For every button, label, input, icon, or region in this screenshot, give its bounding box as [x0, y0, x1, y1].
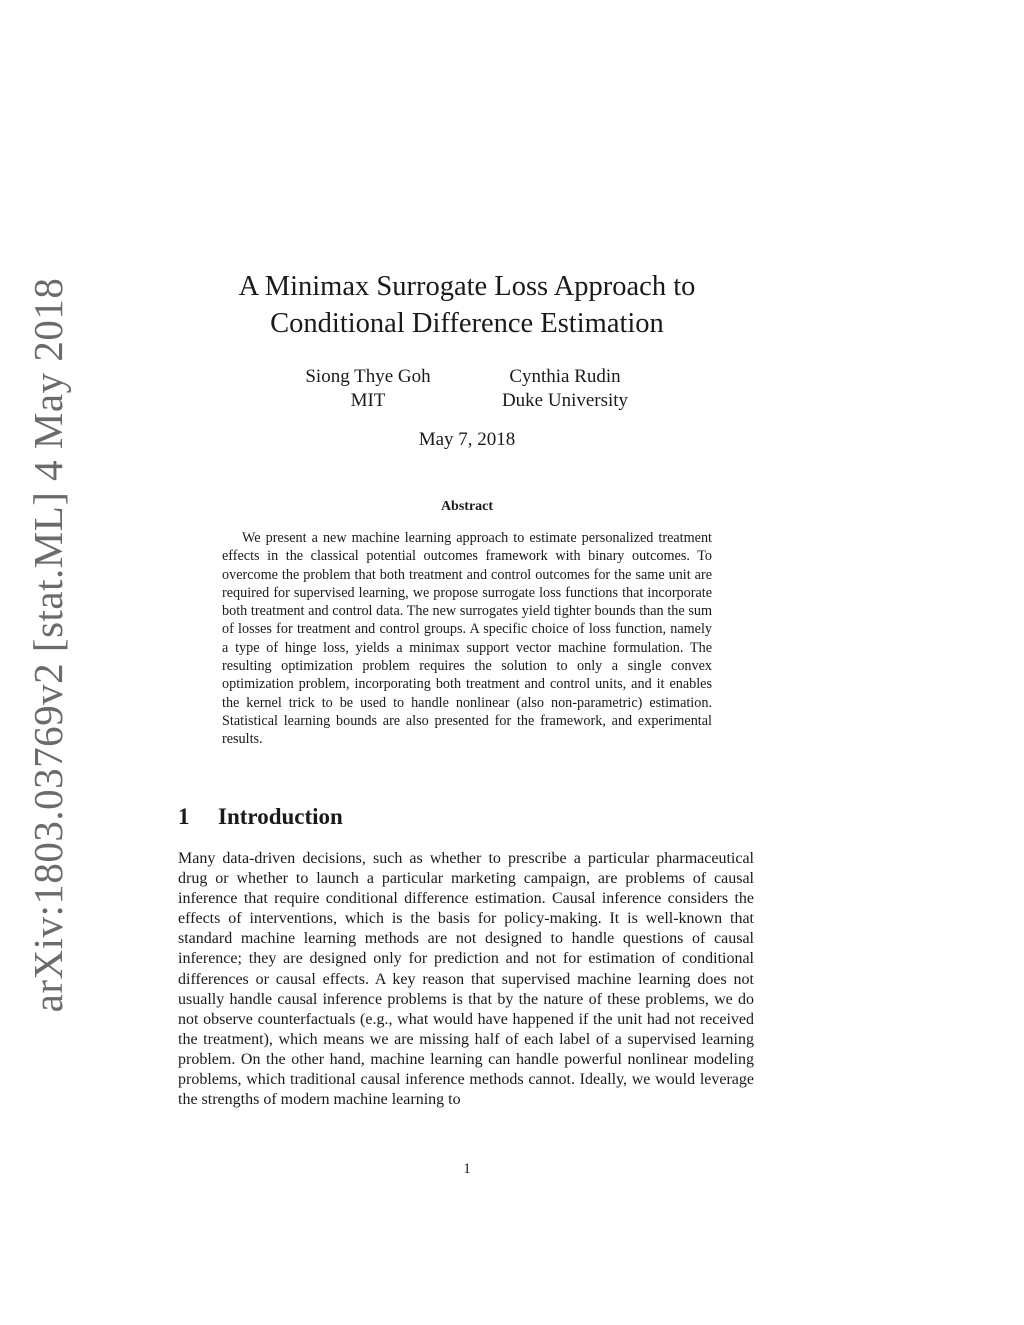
- author-block-1: [268, 365, 468, 413]
- author-affiliation: MIT: [350, 390, 386, 411]
- section-title: Introduction: [218, 804, 343, 829]
- page-number: 1: [463, 1161, 471, 1177]
- author-name: Cynthia Rudin: [509, 366, 621, 387]
- author-affiliation: Duke University: [501, 390, 629, 411]
- author-name: Siong Thye Goh: [305, 366, 431, 387]
- paper-date: May 7, 2018: [418, 429, 516, 450]
- abstract-heading: Abstract: [440, 499, 494, 514]
- author-block-2: [465, 365, 665, 413]
- paper-title: [180, 268, 754, 342]
- title-line-1: A Minimax Surrogate Loss Approach to: [238, 271, 696, 302]
- section-number: 1: [178, 804, 190, 829]
- section-heading: [178, 804, 343, 830]
- arxiv-identifier-stamp: arXiv:1803.03769v2 [stat.ML] 4 May 2018: [25, 277, 71, 1013]
- introduction-paragraph: Many data-driven decisions, such as whether to prescribe a particular pharmaceutical drug or whether to launch a particular marketing campaign, are problems of causal inference that require conditional difference estimation. Causal inference considers the effects of interventions, which is the basis for policy-making. It is well-known that standard machine learning methods are not designed to handle questions of causal inference; they are designed only for prediction and not for estimation of conditional differences or causal effects. A key reason that supervised machine learning does not usually handle causal inference problems is that by the nature of these problems, we do not observe counterfactuals (e.g., what would have happened if the unit had not received the treatment), which means we are missing half of each label of a supervised learning problem. On the other hand, machine learning can handle powerful nonlinear modeling problems, which traditional causal inference methods cannot. Ideally, we would leverage the strengths of modern machine learning to: [178, 850, 754, 1109]
- title-line-2: Conditional Difference Estimation: [270, 308, 664, 339]
- abstract-text: We present a new machine learning approach to estimate personalized treatment effects in the classical potential outcomes framework with binary outcomes. To overcome the problem that both treatment and control outcomes for the same unit are required for supervised learning, we propose surrogate loss functions that incorporate both treatment and control data. The new surrogates yield tighter bounds than the sum of losses for treatment and control groups. A specific choice of loss function, namely a type of hinge loss, yields a minimax support vector machine formulation. The resulting optimization problem requires the solution to only a single convex optimization problem, incorporating both treatment and control units, and it enables the kernel trick to be used to handle nonlinear (also non-parametric) estimation. Statistical learning bounds are also presented for the framework, and experimental results.: [222, 530, 712, 748]
